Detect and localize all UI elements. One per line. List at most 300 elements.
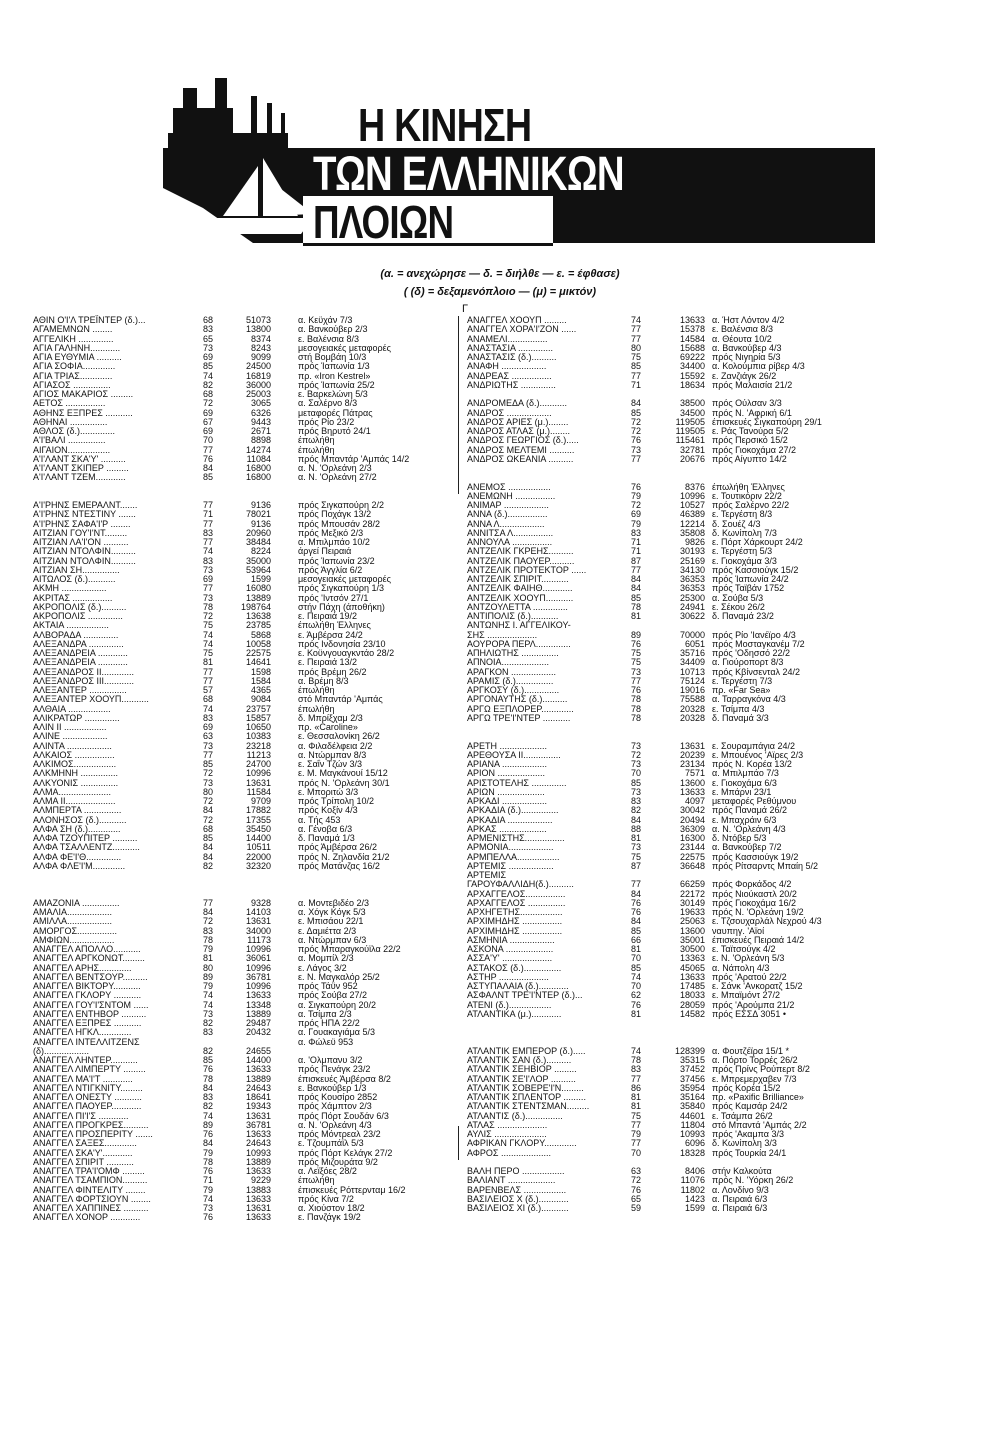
movement: πρός Νιούκαστλ 20/2 <box>712 888 797 899</box>
tonnage: 75124 <box>679 675 705 686</box>
tonnage: 13631 <box>245 777 271 788</box>
ship-row <box>467 1204 977 1213</box>
tonnage: 13631 <box>245 1110 271 1121</box>
ship-name: ΑΝΑΓΓΕΛ ΠΡΟΣΠΕΡΙΤΥ ....... <box>33 1129 153 1139</box>
build-year: 71 <box>630 546 641 557</box>
ship-name: ΑΝΤΙΠΟΛΙΣ (δ.)........... <box>467 611 559 621</box>
build-year: 75 <box>630 851 641 862</box>
movement: α. Χόγκ Κόγκ 5/3 <box>298 907 366 917</box>
movement: πρός 'Αρούμπα 21/2 <box>712 999 795 1010</box>
tonnage: 13800 <box>245 324 271 335</box>
movement: α. Χιούστον 18/2 <box>298 1203 365 1213</box>
tonnage: 6326 <box>250 407 271 418</box>
build-year: 70 <box>202 435 213 446</box>
tonnage: 14400 <box>245 833 271 843</box>
tonnage: 16800 <box>245 463 271 473</box>
column-mark: Γ <box>462 303 469 315</box>
movement: πρός Καμσάρ 24/2 <box>712 1101 788 1112</box>
ship-name: ΑΛΦΑ ΤΖΟΥΠΙΤΕΡ .......... <box>33 833 138 843</box>
build-year: 72 <box>630 749 641 760</box>
build-year: 82 <box>202 1101 213 1112</box>
tonnage: 20239 <box>679 749 705 760</box>
movement: πρός Πρίνς Ρούπερτ 8/2 <box>712 1064 810 1075</box>
build-year: 77 <box>202 537 213 547</box>
movement: ε. Κοϋνγουαγκντάο 28/2 <box>298 648 395 658</box>
movement: πρός 'Αρατού 22/2 <box>712 971 787 982</box>
tonnage: 35716 <box>679 648 705 658</box>
build-year: 82 <box>202 1018 213 1028</box>
tonnage: 13633 <box>245 1212 271 1223</box>
build-year: 85 <box>630 592 641 603</box>
tonnage: 25003 <box>245 389 271 399</box>
ship-name: ΑΙΤΖΙΑΝ ΣΗ............... <box>33 564 120 575</box>
build-year: 72 <box>202 398 213 409</box>
movement: ε. Μπαϊμόντ 27/2 <box>712 990 781 1001</box>
movement: ε. Πειραιά 19/2 <box>298 611 358 621</box>
build-year: 89 <box>202 971 213 982</box>
tonnage: 35001 <box>679 934 705 945</box>
movement: πρός Σιγκαπούρη 2/2 <box>298 500 384 510</box>
movement: α. Μπιλμπάο 10/2 <box>298 537 370 547</box>
build-year: 77 <box>202 897 213 908</box>
ship-name: ΑΛΙΝΤΑ .................. <box>33 740 112 751</box>
ship-name: ΑΦΡΙΚΑΝ ΓΚΛΟΡΥ............. <box>467 1138 577 1149</box>
build-year: 74 <box>202 1193 213 1204</box>
build-year: 81 <box>630 1008 641 1019</box>
build-year: 73 <box>202 777 213 788</box>
build-year: 72 <box>630 500 641 510</box>
build-year: 73 <box>630 666 641 677</box>
movement: δ. Κωνίπολη 7/3 <box>712 527 777 538</box>
movement: ε. Πανζάγκ 19/2 <box>298 1212 361 1223</box>
build-year: 74 <box>630 1045 641 1056</box>
ship-name: ΑΝΤΖΟΥΛΕΤΤΑ .............. <box>467 601 568 612</box>
movement: πρός Ρίτσαρντς Μπαίη 5/2 <box>712 860 819 871</box>
build-year: 81 <box>630 833 641 843</box>
movement: πρός 'Ιντσόν 27/1 <box>298 592 369 603</box>
build-year: 77 <box>630 370 641 381</box>
movement: ε. Βανκούβερ 1/3 <box>298 1082 367 1093</box>
build-year: 77 <box>202 500 213 510</box>
movement: α. Πειραιά 6/3 <box>712 1203 768 1213</box>
build-year: 76 <box>630 638 641 649</box>
movement: α. Λεϊξόες 28/2 <box>298 1166 357 1176</box>
movement: α. 'Ολμπανυ 3/2 <box>298 1055 363 1065</box>
build-year: 76 <box>630 435 641 446</box>
movement: πρός Μπαραγκούϊλα 22/2 <box>298 944 401 954</box>
build-year: 88 <box>630 823 641 834</box>
ship-name: ΑΕΤΟΣ ................ <box>33 398 106 409</box>
tonnage: 9099 <box>250 352 271 362</box>
ship-name: ΑΜΑΖΟΝΙΑ ............... <box>33 897 120 908</box>
ship-name: ΑΝΔΡΟΣ ΩΚΕΑΝΙΑ .......... <box>467 453 574 464</box>
build-year: 80 <box>202 786 213 797</box>
tonnage: 36353 <box>679 574 705 584</box>
movement: δ. Παναμά 23/2 <box>712 611 774 621</box>
movement: πρός Μαλαισία 21/2 <box>712 379 793 390</box>
tonnage: 13600 <box>679 777 705 788</box>
ship-name: ΑΝΑΓΓΕΛ ΧΟΡΑ'Ι'ΖΟΝ ...... <box>467 324 577 335</box>
tonnage: 23144 <box>679 842 705 853</box>
tonnage: 13633 <box>679 315 705 325</box>
tonnage: 13889 <box>245 1156 271 1167</box>
build-year: 77 <box>630 453 641 464</box>
tonnage: 1599 <box>684 1203 705 1213</box>
movement: έπισκευές Σιγκαπούρη 29/1 <box>712 416 822 427</box>
movement: α. Θέουτα 10/2 <box>712 333 772 344</box>
ship-name: Α'Ι'ΡΗΝΣ ΣΑΦΑ'Ι'Ρ ........ <box>33 518 131 529</box>
tonnage: 2671 <box>250 426 271 436</box>
ship-name: ΑΝΝΑ (δ.)................ <box>467 509 548 520</box>
build-year: 83 <box>202 555 213 566</box>
tonnage: 11173 <box>247 934 271 945</box>
build-year: 85 <box>202 1055 213 1065</box>
build-year: 81 <box>630 611 641 621</box>
movement: έπωλήθη <box>298 685 335 695</box>
movement: πρός Κουσίρο 2852 <box>298 1092 378 1102</box>
movement: πρός Ρίο 'Ιανέϊρο 4/3 <box>712 629 796 640</box>
tonnage: 8376 <box>684 481 705 492</box>
ship-name: ΑΝΑΓΓΕΛ ΒΕΝΤΣΟΥΡ.......... <box>33 971 148 982</box>
tonnage: 75588 <box>679 694 705 705</box>
tonnage: 10650 <box>245 722 271 732</box>
movement: α. Κεϋχάν 7/3 <box>298 315 353 325</box>
movement: α. Σιγκαπούρη 20/2 <box>298 999 377 1010</box>
tonnage: 24700 <box>245 759 271 769</box>
movement: πρός Παναμά 26/2 <box>712 805 787 816</box>
movement: πρός Ν. 'Υόρκη 26/2 <box>712 1175 794 1186</box>
ship-name: ΑΣΦΑΛΝΤ ΤΡΕ'Ι'ΝΤΕΡ (δ.)... <box>467 990 583 1001</box>
tonnage: 13348 <box>245 999 271 1010</box>
movement: πρός Βηρυτό 24/1 <box>298 426 371 436</box>
tonnage: 14103 <box>245 907 271 917</box>
build-year: 78 <box>202 601 213 612</box>
row-gap <box>467 464 977 473</box>
ship-name: ΑΜΟΡΓΟΣ................ <box>33 925 118 936</box>
movement: ε. Μ. Μαγκάνουί 15/12 <box>298 768 388 779</box>
movement: έπωλήθη <box>298 444 335 455</box>
row-gap <box>467 1019 977 1028</box>
ship-name: Α'Ι'ΡΗΝΣ ΝΤΕΣΤΙΝΥ ....... <box>33 509 136 520</box>
build-year: 73 <box>630 842 641 853</box>
tonnage: 11084 <box>246 453 271 464</box>
build-year: 87 <box>630 860 641 871</box>
build-year: 84 <box>630 888 641 899</box>
build-year: 89 <box>630 629 641 640</box>
movement: πρός Ν. Κορέα 13/2 <box>712 759 792 769</box>
movement: α. Ήστ Λόντον 4/2 <box>712 315 785 325</box>
tonnage: 15592 <box>679 370 705 381</box>
ship-name: Α'Ι'ΛΑΝΤ ΣΚΙΠΕΡ ......... <box>33 463 129 473</box>
ship-name: ΑΘΗΝΣ ΕΞΠΡΕΣ ........... <box>33 407 133 418</box>
ship-name: ΑΝΤΖΕΛΙΚ ΣΠΙΡΙΤ........... <box>467 574 569 584</box>
ship-name: ΑΛΜΠΕΡΤΑ ............... <box>33 805 122 816</box>
tonnage: 9443 <box>250 416 271 427</box>
movement: ε. Τζουμπάϊλ 5/3 <box>298 1138 364 1149</box>
tonnage: 20960 <box>245 527 271 538</box>
ship-name: ΑΜΦΙΩΝ.................. <box>33 934 115 945</box>
column-divider <box>458 316 459 494</box>
title-line-3: ΠΛΟΙΩΝ <box>313 196 454 248</box>
build-year: 85 <box>202 759 213 769</box>
movement: α. Γένοβα 6/3 <box>298 823 353 834</box>
ship-name: ΑΡΓΩ ΕΞΠΛΟΡΕΡ............. <box>467 703 574 714</box>
ship-name: ΑΤΛΑΝΤΙΚ ΣΕ'Ι'ΛΟΡ .......... <box>467 1073 576 1084</box>
tonnage: 10996 <box>245 768 271 779</box>
ship-name: ΑΛΕΞΑΝΤΕΡ ΧΟΟΥΠ........... <box>33 694 149 705</box>
ship-name: ΑΡΤΕΜΙΣ <box>467 870 507 880</box>
tonnage: 10996 <box>245 962 271 973</box>
ship-name: ΑΤΛΑΝΤΙΚ ΣΟΒΕΡΕ'Ι'Ν......... <box>467 1082 584 1093</box>
ship-name: ΑΡΑΜΙΣ (δ.)............... <box>467 675 554 686</box>
movement: α. Μπιλμπάο 7/3 <box>712 768 779 779</box>
movement: ε. Βαλένσια 8/3 <box>712 324 774 335</box>
build-year: 73 <box>630 444 641 455</box>
movement: έπισκευές Άμβέρσα 8/2 <box>298 1073 391 1084</box>
build-year: 79 <box>202 981 213 991</box>
ship-name: ΑΝΝΙΤΣΑ Λ................ <box>467 527 554 538</box>
ship-name: ΑΡΙΩΝ ................... <box>467 786 545 797</box>
build-year: 84 <box>630 574 641 584</box>
tonnage: 78021 <box>245 509 271 520</box>
build-year: 74 <box>202 990 213 1001</box>
ship-name: ΑΝΤΖΕΛΙΚ ΠΑΟΥΕΡ.......... <box>467 555 575 566</box>
ship-name: ΑΛΚΥΟΝΙΣ ............... <box>33 777 119 788</box>
movement: στό Μπαντά 'Αμπάς 2/2 <box>712 1119 807 1130</box>
movement: ε. Τεργέστη 8/3 <box>712 509 773 520</box>
ship-name: ΑΣΤΑΚΟΣ (δ.)............... <box>467 962 562 973</box>
build-year: 70 <box>630 768 641 779</box>
ship-name: ΑΙΤΖΙΑΝ ΛΑ'Ι'ΟΝ .......... <box>33 537 129 547</box>
tonnage: 36781 <box>245 971 271 982</box>
build-year: 68 <box>202 694 213 705</box>
tonnage: 7571 <box>684 768 705 779</box>
build-year: 79 <box>630 518 641 529</box>
movement: πρός Πενάγκ 23/2 <box>298 1064 371 1075</box>
tonnage: 9709 <box>250 796 271 806</box>
movement: πρός Κασσιούγκ 15/2 <box>712 564 799 575</box>
tonnage: 24643 <box>245 1082 271 1093</box>
ship-name: ΑΝΑΓΓΕΛ ΕΝΤΗΒΟΡ .......... <box>33 1008 147 1019</box>
tonnage: 14274 <box>245 444 271 455</box>
build-year: 73 <box>202 342 213 353</box>
ship-name: ΑΘΛΟΣ (δ.).............. <box>33 426 116 436</box>
ship-name: Α'Ι'ΒΑΛΙ ............... <box>33 435 106 446</box>
tonnage: 8374 <box>250 333 271 344</box>
tonnage: 8898 <box>250 435 271 446</box>
build-year: 75 <box>630 352 641 362</box>
tonnage: 23785 <box>245 620 271 631</box>
build-year: 81 <box>630 1092 641 1102</box>
tonnage: 70000 <box>679 629 705 640</box>
tonnage: 25300 <box>679 592 705 603</box>
tonnage: 13633 <box>245 1129 271 1139</box>
build-year: 77 <box>630 333 641 344</box>
movement: α. Τσίμπα 2/3 <box>298 1008 352 1019</box>
legend <box>0 265 1000 301</box>
build-year: 73 <box>202 740 213 751</box>
movement: πρός Ματάνζας 16/2 <box>298 860 380 871</box>
tonnage: 25063 <box>679 916 705 927</box>
build-year: 84 <box>202 907 213 917</box>
build-year: 62 <box>630 990 641 1001</box>
ship-name: ΑΤΕΝΙ (δ.)................. <box>467 999 552 1010</box>
tonnage: 38500 <box>679 398 705 409</box>
ship-name: ΑΝΔΡΟΣ ΑΡΙΕΣ (μ.)........ <box>467 416 569 427</box>
ship-name: ΑΓΙΑ ΕΥΘΥΜΙΑ .......... <box>33 352 122 362</box>
movement: α. Πειραιά 6/3 <box>712 1193 768 1204</box>
ship-name: ΑΡΤΕΜΙΣ .................. <box>467 860 554 871</box>
tonnage: 9229 <box>250 1175 271 1186</box>
tonnage: 32781 <box>679 444 705 455</box>
build-year: 85 <box>630 777 641 788</box>
ship-name: ΑΝΑΣΤΑΣΙΣ (δ.).......... <box>467 352 557 362</box>
ship-name: ΒΑΣΙΛΕΙΟΣ ΧΙ (δ.)........... <box>467 1203 569 1213</box>
movement: στό Μπαντάρ 'Αμπάς <box>298 694 383 705</box>
movement: α. Ν. 'Ορλεάνη 4/3 <box>712 823 786 834</box>
movement: ε. Σουραμπάγια 24/2 <box>712 740 796 751</box>
ship-name: ΑΡΜΠΕΛΛΑ................. <box>467 851 560 862</box>
tonnage: 53964 <box>245 564 271 575</box>
movement: πρός Ίαπωνία 23/2 <box>298 555 375 566</box>
build-year: 63 <box>630 1166 641 1176</box>
tonnage: 23757 <box>245 703 271 714</box>
tonnage: 8243 <box>250 342 271 353</box>
movement: α. Σούβα 5/3 <box>712 592 764 603</box>
right-column <box>467 316 977 1213</box>
movement: πρός Πόρτ Σουδάν 6/3 <box>298 1110 389 1121</box>
ship-name: ΑΛΜΑ..................... <box>33 786 112 797</box>
movement: πρός Μπαντάρ 'Αμπάς 14/2 <box>298 453 410 464</box>
tonnage: 128399 <box>674 1045 705 1056</box>
movement: α. Γιούροπορτ 8/3 <box>712 657 784 668</box>
build-year: 75 <box>630 1110 641 1121</box>
build-year: 77 <box>202 666 213 677</box>
tonnage: 9084 <box>250 694 271 705</box>
build-year: 81 <box>630 944 641 954</box>
build-year: 80 <box>202 962 213 973</box>
ship-name: ΑΝΔΡΟΣ .................. <box>467 407 552 418</box>
movement: ε. Τσίμπα 4/3 <box>712 703 765 714</box>
build-year: 69 <box>202 407 213 418</box>
movement: πρ. «Far Sea» <box>712 685 771 695</box>
tonnage: 10996 <box>679 490 705 501</box>
movement: ε. Μπαχράιν 6/3 <box>712 814 777 825</box>
tonnage: 34130 <box>679 564 705 575</box>
build-year: 69 <box>202 722 213 732</box>
ship-name: ΑΝΝΑ Λ.................. <box>467 518 545 529</box>
movement: ε. Μπρεμερχαβεν 7/3 <box>712 1073 797 1084</box>
ship-name: ΑΡΚΑΔΙ .................. <box>467 796 548 806</box>
build-year: 57 <box>202 685 213 695</box>
row-gap <box>467 723 977 732</box>
tonnage: 16080 <box>245 583 271 594</box>
ship-name: ΑΝΑΓΓΕΛ ΒΙΚΤΟΡΥ........... <box>33 981 141 991</box>
build-year: 73 <box>630 786 641 797</box>
tonnage: 19016 <box>679 685 705 695</box>
build-year: 76 <box>202 1212 213 1223</box>
tonnage: 14582 <box>679 1008 705 1019</box>
movement: στήν Πάχη (άποθήκη) <box>298 601 385 612</box>
build-year: 83 <box>202 925 213 936</box>
movement: α. Ντώρμπαν 8/3 <box>298 749 367 760</box>
build-year: 79 <box>202 1147 213 1158</box>
build-year: 74 <box>202 629 213 640</box>
ship-name: ΑΛΦΑ ΣΗ (δ.)............. <box>33 823 121 834</box>
movement: α. Τής 453 <box>298 814 341 825</box>
tonnage: 198764 <box>240 601 271 612</box>
build-year: 77 <box>202 583 213 594</box>
tonnage: 30500 <box>679 944 705 954</box>
build-year: 74 <box>630 971 641 982</box>
tonnage: 18033 <box>679 990 705 1001</box>
movement: α. Βανκούβερ 7/2 <box>712 842 782 853</box>
tonnage: 28059 <box>679 999 705 1010</box>
tonnage: 10058 <box>245 638 271 649</box>
ship-name: ΑΝΔΡΟΜΕΔΑ (δ.)........... <box>467 398 568 409</box>
movement: έπισκευές Πειραιά 14/2 <box>712 934 805 945</box>
ship-name: ΑΛΕΞΑΝΔΡΕΙΑ ............ <box>33 648 128 658</box>
tonnage: 13631 <box>679 740 705 751</box>
movement: ε. Ν. 'Ορλεάνη 5/3 <box>712 953 785 964</box>
ship-name: ΑΛΚΙΜΟΣ................. <box>33 759 117 769</box>
build-year: 70 <box>630 981 641 991</box>
tonnage: 35808 <box>679 527 705 538</box>
ship-name: ΑΛΦΑ ΤΣΑΛΛΕΝΤΖ........... <box>33 842 140 853</box>
movement: ε. Ράς Τανούρα 5/2 <box>712 426 789 436</box>
tonnage: 35000 <box>245 555 271 566</box>
tonnage: 13633 <box>245 1193 271 1204</box>
movement: πρός Ίαπωνία 24/2 <box>712 574 789 584</box>
movement: ε. Τεργέστη 7/3 <box>712 675 773 686</box>
tonnage: 9328 <box>250 897 271 908</box>
ship-name: ΑΣΚΟΝΑ ................... <box>467 944 554 954</box>
ship-name: ΑΡΧΑΓΓΕΛΟΣ ............... <box>467 897 566 908</box>
ship-name: ΑΡΚΑΔΙΑ (δ.)............... <box>467 805 559 816</box>
tonnage: 20676 <box>679 453 705 464</box>
movement: δ. Παναμά 1/3 <box>298 833 355 843</box>
tonnage: 20328 <box>679 703 705 714</box>
movement: πρός Σούβα 27/2 <box>298 990 368 1001</box>
tonnage: 35315 <box>679 1055 705 1065</box>
ship-name: ΑΝΕΜΟΣ ................. <box>467 481 551 492</box>
tonnage: 22000 <box>245 851 271 862</box>
title-banner <box>163 78 875 268</box>
build-year: 76 <box>630 1184 641 1195</box>
movement: πρός Τουρκία 24/1 <box>712 1147 787 1158</box>
build-year: 78 <box>630 601 641 612</box>
build-year: 75 <box>202 620 213 631</box>
tonnage: 36353 <box>679 583 705 594</box>
movement: ε. Τζσουχαρλάλ Νεχρού 4/3 <box>712 916 822 927</box>
movement: ε. Βαλένσια 8/3 <box>298 333 360 344</box>
movement: πρός Ρίο 23/2 <box>298 416 355 427</box>
build-year: 78 <box>630 703 641 714</box>
movement: α. Μομπίλ 2/3 <box>298 953 354 964</box>
tonnage: 1584 <box>250 675 271 686</box>
ship-name: ΣΗΣ .................... <box>467 629 538 640</box>
movement: πρός Άγγλία 6/2 <box>298 564 363 575</box>
tonnage: 15857 <box>245 712 271 723</box>
ship-name: ΑΝΑΓΓΕΛ ΙΝΤΕΛΛΙΤΖΕΝΣ <box>33 1036 140 1047</box>
tonnage: 10996 <box>245 981 271 991</box>
ship-name: ΑΣΣΑ'Υ' .................... <box>467 953 553 964</box>
tonnage: 119505 <box>675 416 705 427</box>
build-year: 76 <box>630 907 641 917</box>
build-year: 76 <box>630 897 641 908</box>
build-year: 73 <box>202 1203 213 1213</box>
tonnage: 24655 <box>245 1045 271 1056</box>
